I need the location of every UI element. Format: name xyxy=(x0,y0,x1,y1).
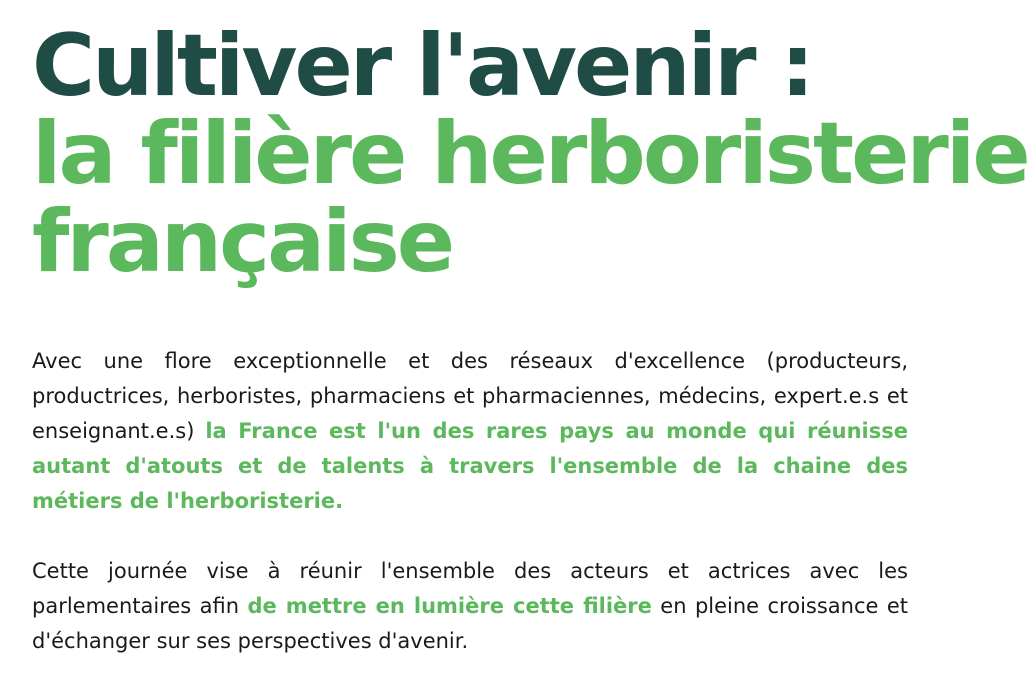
paragraph-goal xyxy=(32,554,908,659)
paragraph-intro xyxy=(32,344,908,519)
paragraph-2-text: Cette journée vise à réunir l'ensemble des acteurs et actrices avec les parlementaires afin xyxy=(32,559,908,618)
title-line-2: la filière herboristerie xyxy=(32,104,1028,204)
paragraph-2-text-end: en pleine croissance et d'échanger sur ses perspectives d'avenir. xyxy=(32,594,908,653)
paragraph-1-highlight: la France est l'un des rares pays au monde qui réunisse autant d'atouts et de talents à travers l'ensemble de la chaine des métiers de l'herboristerie. xyxy=(32,419,908,513)
paragraph-2-highlight: de mettre en lumière cette filière xyxy=(247,594,652,618)
paragraph-1-text: Avec une flore exceptionnelle et des réseaux d'excellence (producteurs, productrices, herboristes, pharmaciens et pharmaciennes, médecins, expert.e.s et enseignant.e.s) xyxy=(32,349,908,443)
title-line-3: française xyxy=(32,192,453,292)
title-line-1: Cultiver l'avenir : xyxy=(32,16,812,116)
page-title xyxy=(32,16,1028,292)
body-text xyxy=(32,344,908,659)
